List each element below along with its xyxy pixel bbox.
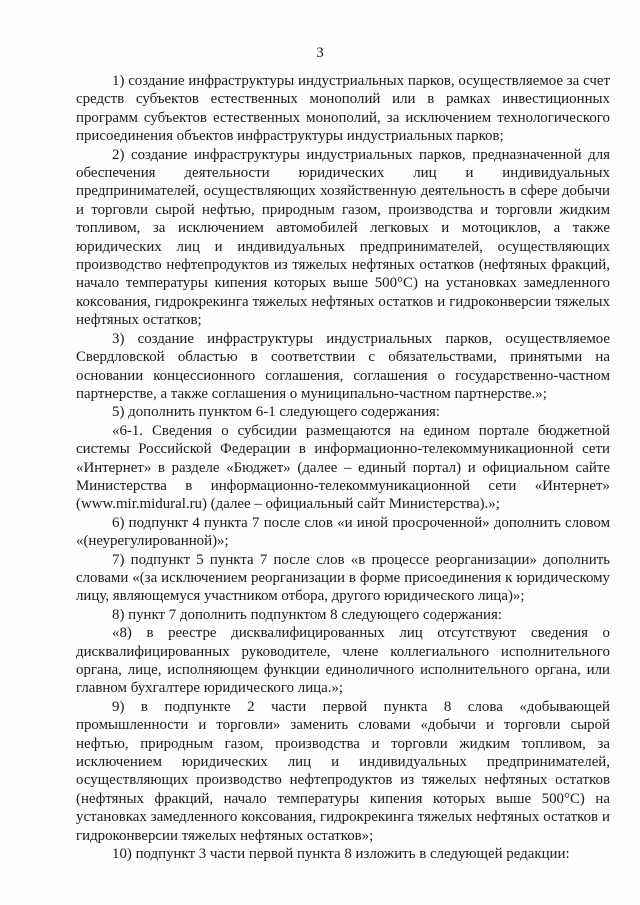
page-number: 3: [316, 45, 324, 61]
paragraph-item-2: 2) создание инфраструктуры индустриальных парков, предназначенной для обеспечения деятельности юридических лиц и индивидуальных предпринимателей, осуществляющих хозяйственную деятельность в сфере добычи и торговли сырой нефтью, природным газом, производства и торговли жидким топливом, за исключением автомобилей легковых и мотоциклов, а также юридических лиц и индивидуальных предпринимателей, осуществляющих производство нефтепродуктов из тяжелых нефтяных остатков (нефтяных фракций, начало температуры кипения которых выше 500°С) на установках замедленного коксования, гидрокрекинга тяжелых нефтяных остатков и гидроконверсии тяжелых нефтяных остатков;: [76, 146, 610, 329]
paragraph-item-1: 1) создание инфраструктуры индустриальных парков, осуществляемое за счет средств субъектов естественных монополий или в рамках инвестиционных программ субъектов естественных монополий, за исключением технологического присоединения объектов инфраструктуры индустриальных парков;: [76, 73, 610, 145]
paragraph-clause-6-1: «6-1. Сведения о субсидии размещаются на едином портале бюджетной системы Российской Федерации в информационно-телекоммуникационной сети «Интернет» в разделе «Бюджет» (далее – единый портал) и официальном сайте Министерства в информационно-телекоммуникационной сети «Интернет» (www.mir.midural.ru) (далее – официальный сайт Министерства).»;: [76, 422, 610, 513]
paragraph-subclause-8: «8) в реестре дисквалифицированных лиц отсутствуют сведения о дисквалифицированных руководителе, члене коллегиального исполнительного органа, лице, исполняющем функции единоличного исполнительного органа, или главном бухгалтере юридического лица.»;: [76, 625, 610, 697]
document-body: [76, 72, 610, 863]
paragraph-item-3: 3) создание инфраструктуры индустриальных парков, осуществляемое Свердловской областью в соответствии с обязательствами, принятыми на основании концессионного соглашения, соглашения о государственно-частном партнерстве, а также соглашения о муниципально-частном партнерстве.»;: [76, 330, 610, 402]
paragraph-item-8: 8) пункт 7 дополнить подпунктом 8 следующего содержания:: [112, 606, 502, 623]
paragraph-item-9: 9) в подпункте 2 части первой пункта 8 слова «добывающей промышленности и торговли» заменить словами «добычи и торговли сырой нефтью, природным газом, производства и торговли жидким топливом, за исключением юридических лиц и индивидуальных предпринимателей, осуществляющих производство нефтепродуктов из тяжелых нефтяных остатков (нефтяных фракций, начало температуры кипения которых выше 500°С) на установках замедленного коксования, гидрокрекинга тяжелых нефтяных остатков и гидроконверсии тяжелых нефтяных остатков»;: [76, 698, 610, 844]
paragraph-item-10: 10) подпункт 3 части первой пункта 8 изложить в следующей редакции:: [112, 846, 570, 863]
paragraph-item-5: 5) дополнить пунктом 6-1 следующего содержания:: [112, 404, 441, 421]
paragraph-item-7: 7) подпункт 5 пункта 7 после слов «в процессе реорганизации» дополнить словами «(за исключением реорганизации в форме присоединения к юридическому лицу, являющемуся участником отбора, другого юридического лица)»;: [76, 551, 610, 605]
paragraph-item-6: 6) подпункт 4 пункта 7 после слов «и иной просроченной» дополнить словом «(неурегулированной)»;: [76, 514, 610, 550]
